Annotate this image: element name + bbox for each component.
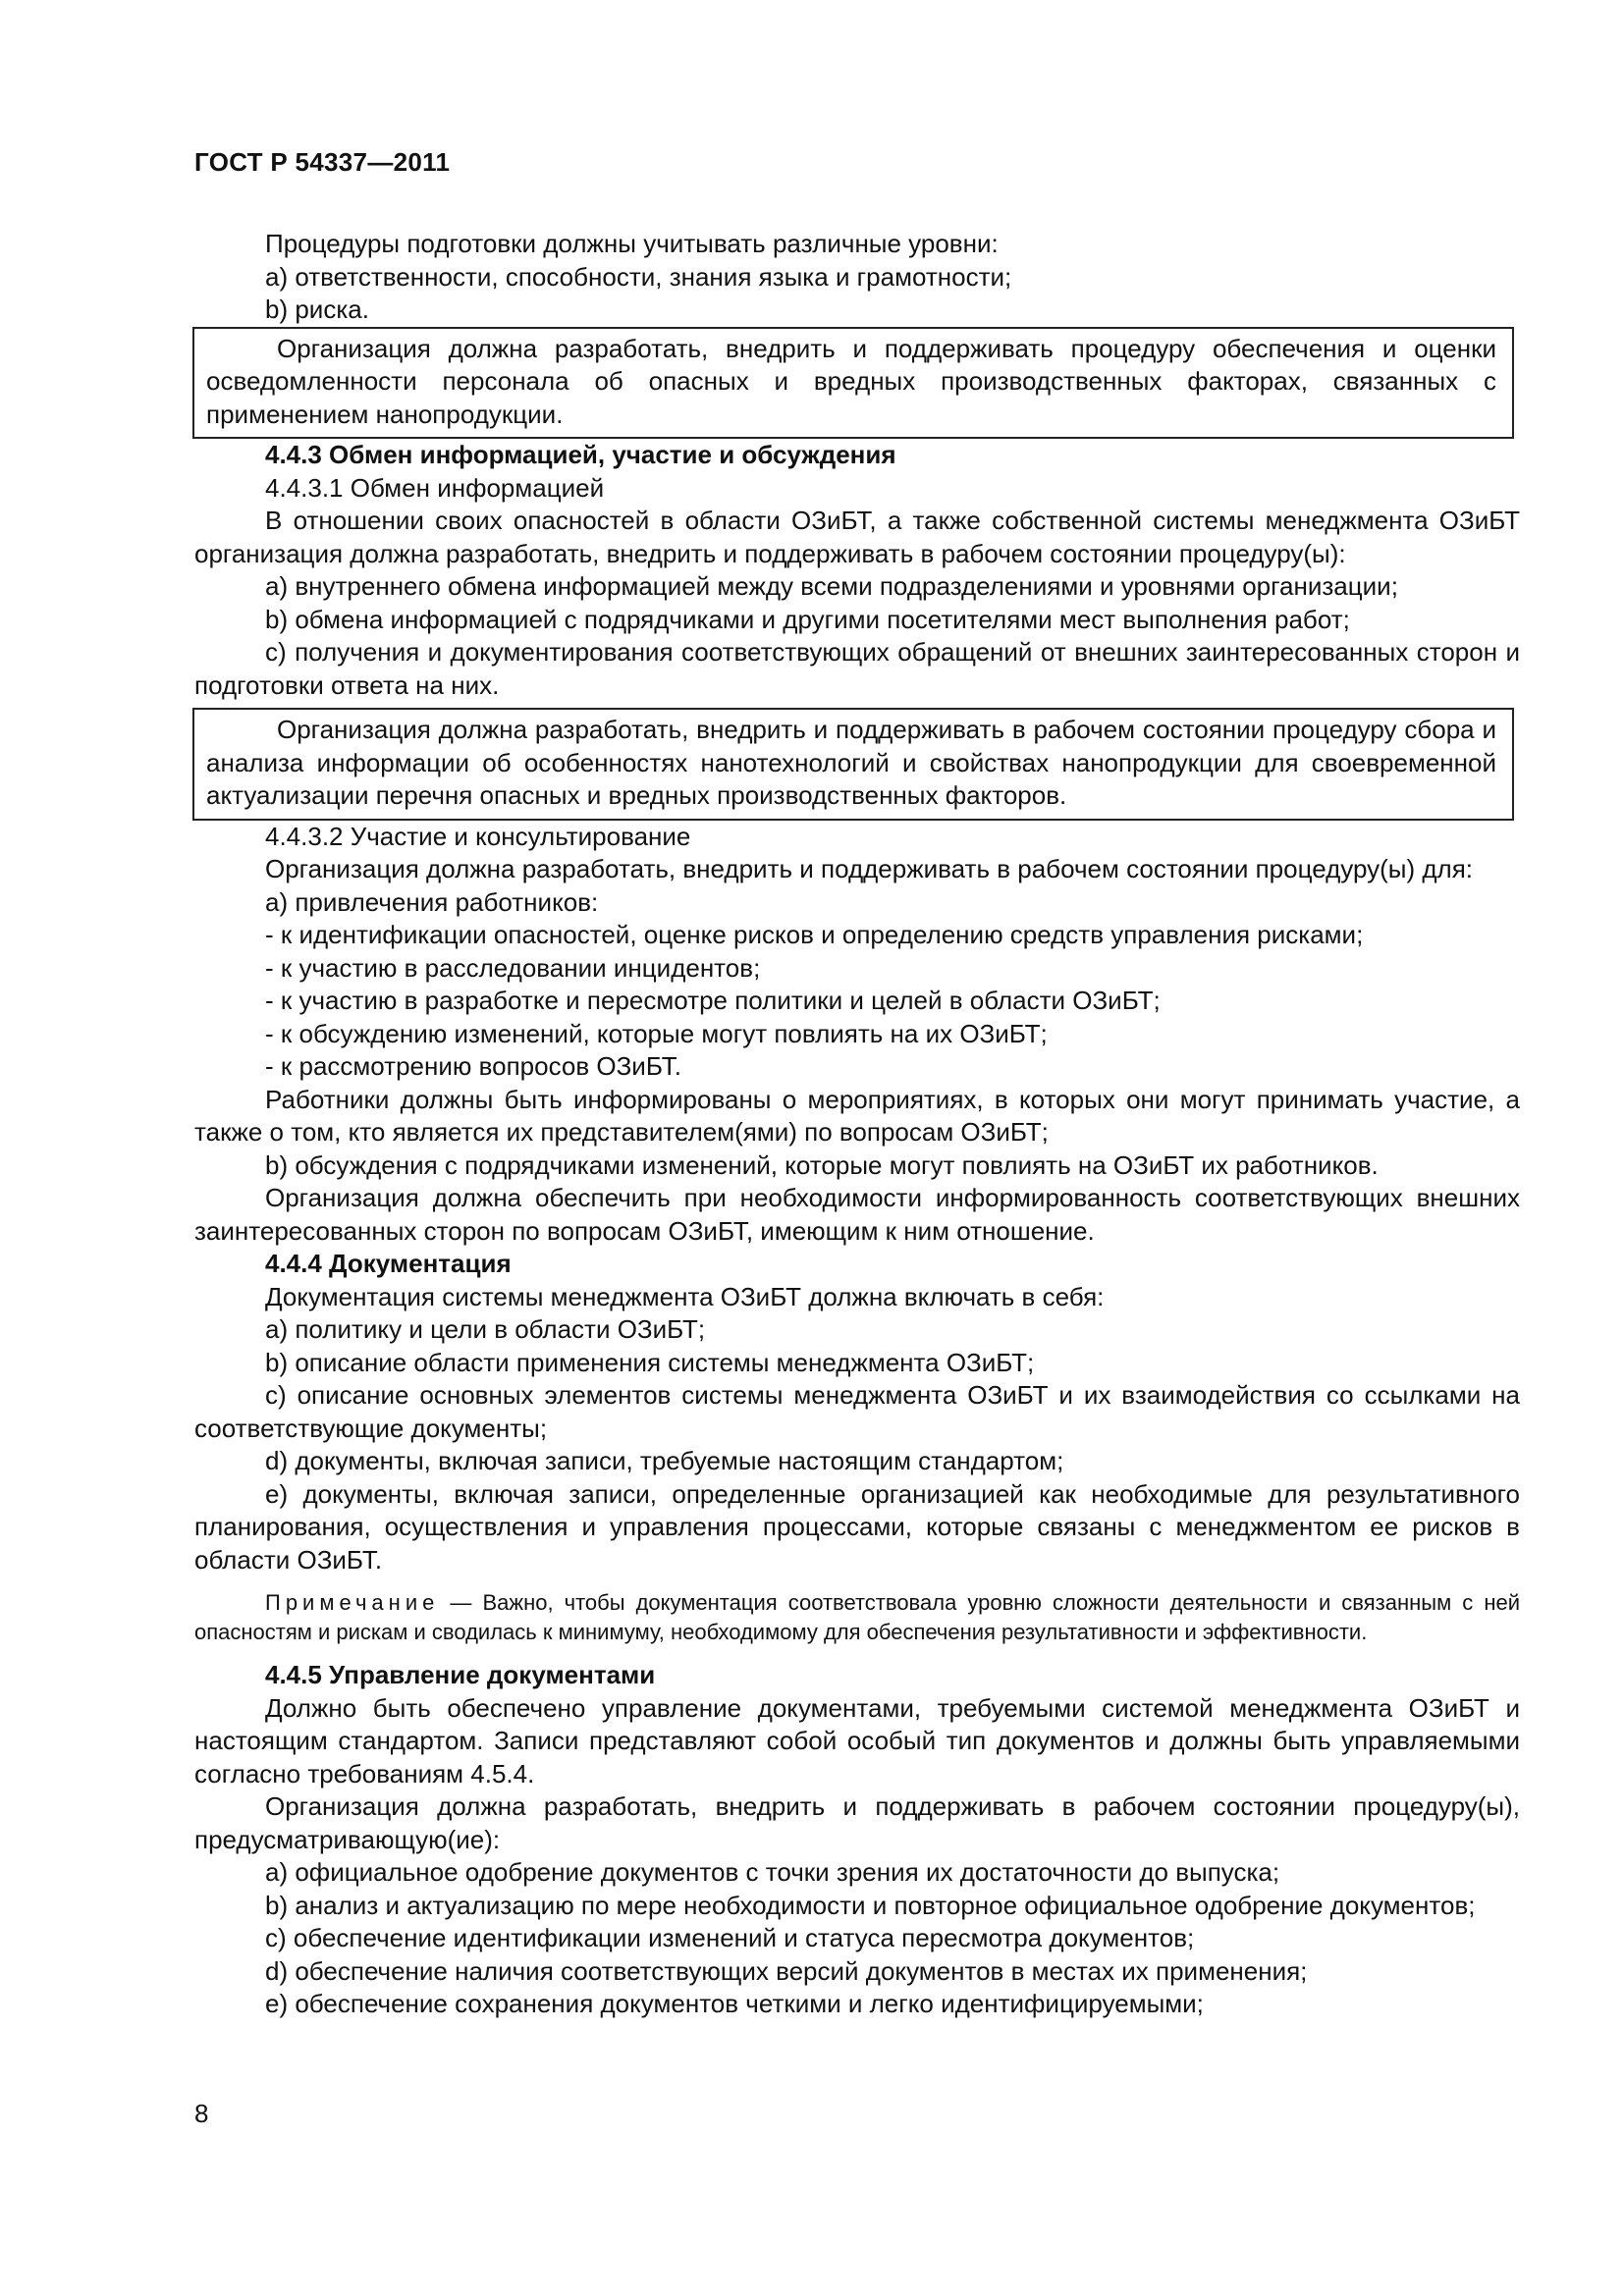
boxed-text: Организация должна разработать, внедрить и поддерживать процедуру обеспечения и оценки осведомленности персонала об опасных и вредных производственных факторах, связанных с применением нанопродукции. [206,333,1496,429]
list-item: a) официальное одобрение документов с точки зрения их достаточности до выпуска; [265,1857,1280,1887]
list-item: e) документы, включая записи, определенные организацией как необходимые для результативного планирования, осуществления и управления процессами, которые связаны с менеджментом ее рисков в области ОЗиБТ. [194,1478,1520,1575]
list-item: - к участию в расследовании инцидентов; [265,952,761,983]
section-heading: 4.4.5 Управление документами [265,1660,656,1689]
boxed-requirement [192,327,1514,440]
list-item: - к участию в разработке и пересмотре политики и целей в области ОЗиБТ; [265,986,1161,1015]
list-item: a) политику и цели в области ОЗиБТ; [265,1314,706,1344]
page-body [194,228,1520,2021]
subsection-heading: 4.4.3.2 Участие и консультирование [265,821,691,851]
paragraph: Документация системы менеджмента ОЗиБТ должна включать в себя: [265,1281,1105,1311]
document-header: ГОСТ Р 54337—2011 [194,147,451,177]
list-item: e) обеспечение сохранения документов четкими и легко идентифицируемыми; [265,1989,1204,2018]
list-item: b) риска. [265,294,369,324]
page-number: 8 [194,2099,209,2128]
list-item: - к идентификации опасностей, оценке рисков и определению средств управления рисками; [265,920,1364,949]
note [194,1588,1520,1647]
boxed-text: Организация должна разработать, внедрить и поддерживать в рабочем состоянии процедуру сбора и анализа информации об особенностях нанотехнологий и свойствах нанопродукции для своевременной актуализации перечня опасных и вредных производственных факторов. [206,715,1496,810]
list-item: b) анализ и актуализацию по мере необходимости и повторное официальное одобрение документов; [265,1890,1476,1920]
paragraph: Должно быть обеспечено управление документами, требуемыми системой менеджмента ОЗиБТ и настоящим стандартом. Записи представляют собой особый тип документов и должны быть управляемыми согласно требованиям 4.5.4. [194,1692,1520,1789]
paragraph: Организация должна разработать, внедрить и поддерживать в рабочем состоянии процедуру(ы), предусматривающую(ие): [194,1791,1520,1854]
list-item: c) описание основных элементов системы менеджмента ОЗиБТ и их взаимодействия со ссылками на соответствующие документы; [194,1380,1520,1443]
paragraph: Организация должна разработать, внедрить и поддерживать в рабочем состоянии процедуру(ы) для: [265,854,1474,883]
list-item: b) обсуждения с подрядчиками изменений, которые могут повлиять на ОЗиБТ их работников. [265,1149,1379,1180]
list-item: - к рассмотрению вопросов ОЗиБТ. [265,1051,681,1081]
list-item: d) обеспечение наличия соответствующих версий документов в местах их применения; [265,1955,1308,1986]
subsection-heading: 4.4.3.1 Обмен информацией [265,472,605,503]
section-heading: 4.4.4 Документация [265,1249,512,1278]
list-item: a) привлечения работников: [265,886,599,917]
list-item: c) получения и документирования соответствующих обращений от внешних заинтересованных сторон и подготовки ответа на них. [194,637,1520,700]
list-item: c) обеспечение идентификации изменений и статуса пересмотра документов; [265,1923,1195,1952]
section-heading: 4.4.3 Обмен информацией, участие и обсуждения [265,440,896,469]
paragraph: Организация должна обеспечить при необходимости информированность соответствующих внешних заинтересованных сторон по вопросам ОЗиБТ, имеющим к ним отношение. [194,1183,1520,1246]
list-item: b) описание области применения системы менеджмента ОЗиБТ; [265,1347,1035,1377]
list-item: b) обмена информацией с подрядчиками и другими посетителями мест выполнения работ; [265,604,1350,634]
list-item: - к обсуждению изменений, которые могут повлиять на их ОЗиБТ; [265,1018,1048,1048]
paragraph: В отношении своих опасностей в области ОЗиБТ, а также собственной системы менеджмента ОЗиБТ организация должна разработать, внедрить и поддерживать в рабочем состоянии процедуру(ы): [194,506,1520,568]
note-text: — Важно, чтобы документация соответствовала уровню сложности деятельности и связанным с ней опасностям и рискам и сводилась к минимуму, необходимому для обеспечения результативности и эффективности. [194,1590,1520,1644]
list-item: d) документы, включая записи, требуемые настоящим стандартом; [265,1446,1064,1475]
list-item: a) ответственности, способности, знания языка и грамотности; [265,261,1012,292]
boxed-requirement [192,708,1514,821]
list-item: a) внутреннего обмена информацией между всеми подразделениями и уровнями организации; [265,571,1398,601]
paragraph: Работники должны быть информированы о мероприятиях, в которых они могут принимать участие, а также о том, кто является их представителем(ями) по вопросам ОЗиБТ; [194,1084,1520,1147]
paragraph: Процедуры подготовки должны учитывать различные уровни: [265,229,999,258]
note-label: Примечание [265,1590,440,1615]
